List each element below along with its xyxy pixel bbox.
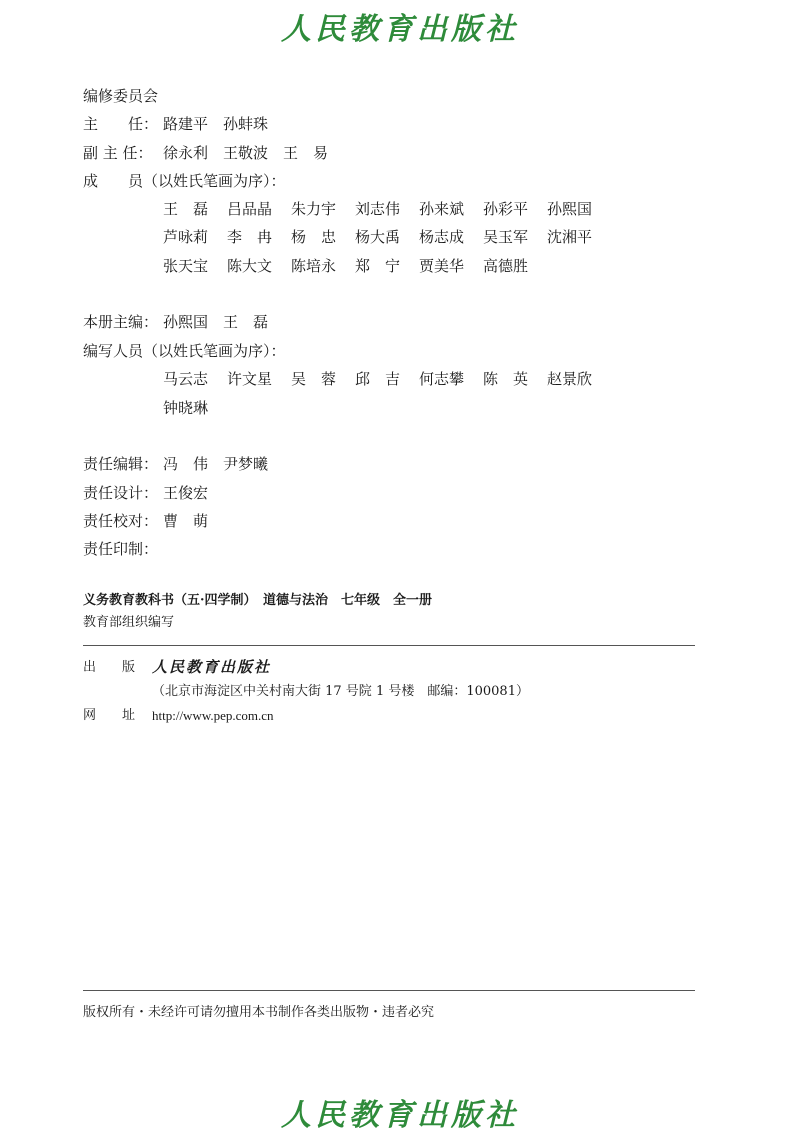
member-name: 张天宝 — [163, 257, 209, 275]
member-name: 孙彩平 — [483, 200, 529, 218]
publisher-label: 出 版 — [83, 660, 136, 675]
header-publisher-logo: 人民教育出版社 — [281, 12, 519, 47]
writer-name: 马云志 — [163, 370, 209, 388]
writers-row-2 — [163, 398, 227, 418]
member-name: 朱力宇 — [291, 200, 337, 218]
writer-name: 何志攀 — [419, 370, 465, 388]
member-name: 郑 宁 — [355, 257, 401, 275]
member-name: 杨 忠 — [291, 228, 337, 246]
member-name: 杨大禹 — [355, 228, 401, 246]
publisher-logo: 人民教育出版社 — [152, 658, 272, 676]
director-names: 路建平 孙蚌珠 — [163, 115, 269, 133]
responsible-design-label: 责任设计： — [83, 484, 159, 502]
member-name: 芦咏莉 — [163, 228, 209, 246]
writer-name: 钟晓琳 — [163, 399, 209, 417]
member-name: 刘志伟 — [355, 200, 401, 218]
copyright-notice: 版权所有・未经许可请勿擅用本书制作各类出版物・违者必究 — [83, 1005, 435, 1020]
member-name: 孙熙国 — [547, 200, 593, 218]
website-label: 网 址 — [83, 708, 136, 723]
responsible-editor-names: 冯 伟 尹梦曦 — [163, 455, 269, 473]
member-name: 贾美华 — [419, 257, 465, 275]
divider-bottom — [83, 990, 695, 991]
member-name: 李 冉 — [227, 228, 273, 246]
chief-editor-names: 孙熙国 王 磊 — [163, 313, 269, 331]
member-name: 吴玉军 — [483, 228, 529, 246]
writer-name: 赵景欣 — [547, 370, 593, 388]
deputy-names: 徐永利 王敬波 王 易 — [163, 144, 329, 162]
responsible-print-label: 责任印制： — [83, 540, 159, 558]
member-name: 高德胜 — [483, 257, 529, 275]
responsible-design-names: 王俊宏 — [163, 484, 209, 502]
responsible-proof-label: 责任校对： — [83, 512, 159, 530]
member-name: 陈培永 — [291, 257, 337, 275]
book-compiled-by: 教育部组织编写 — [83, 615, 175, 630]
member-name: 孙来斌 — [419, 200, 465, 218]
member-name: 吕品晶 — [227, 200, 273, 218]
website-url[interactable]: http://www.pep.com.cn — [152, 708, 274, 723]
member-name: 陈大文 — [227, 257, 273, 275]
writer-name: 陈 英 — [483, 370, 529, 388]
responsible-proof-names: 曹 萌 — [163, 512, 209, 530]
responsible-editor-label: 责任编辑： — [83, 455, 159, 473]
writer-name: 吴 蓉 — [291, 370, 337, 388]
members-row-1 — [163, 199, 611, 219]
writers-label: 编写人员（以姓氏笔画为序）： — [83, 342, 286, 360]
deputy-label: 副 主 任： — [83, 144, 153, 162]
members-row-3 — [163, 256, 547, 276]
footer-publisher-logo: 人民教育出版社 — [281, 1098, 519, 1133]
committee-title: 编修委员会 — [83, 87, 159, 105]
members-label: 成 员（以姓氏笔画为序）： — [83, 172, 286, 190]
member-name: 沈湘平 — [547, 228, 593, 246]
writer-name: 许文星 — [227, 370, 273, 388]
divider-top — [83, 645, 695, 646]
chief-editor-label: 本册主编： — [83, 313, 159, 331]
book-title: 义务教育教科书（五·四学制） 道德与法治 七年级 全一册 — [83, 593, 433, 608]
writer-name: 邱 吉 — [355, 370, 401, 388]
director-label: 主 任： — [83, 115, 159, 133]
members-row-2 — [163, 227, 611, 247]
publisher-address: （北京市海淀区中关村南大街 17 号院 1 号楼 邮编：100081） — [152, 684, 529, 699]
writers-row-1 — [163, 369, 611, 389]
member-name: 王 磊 — [163, 200, 209, 218]
member-name: 杨志成 — [419, 228, 465, 246]
